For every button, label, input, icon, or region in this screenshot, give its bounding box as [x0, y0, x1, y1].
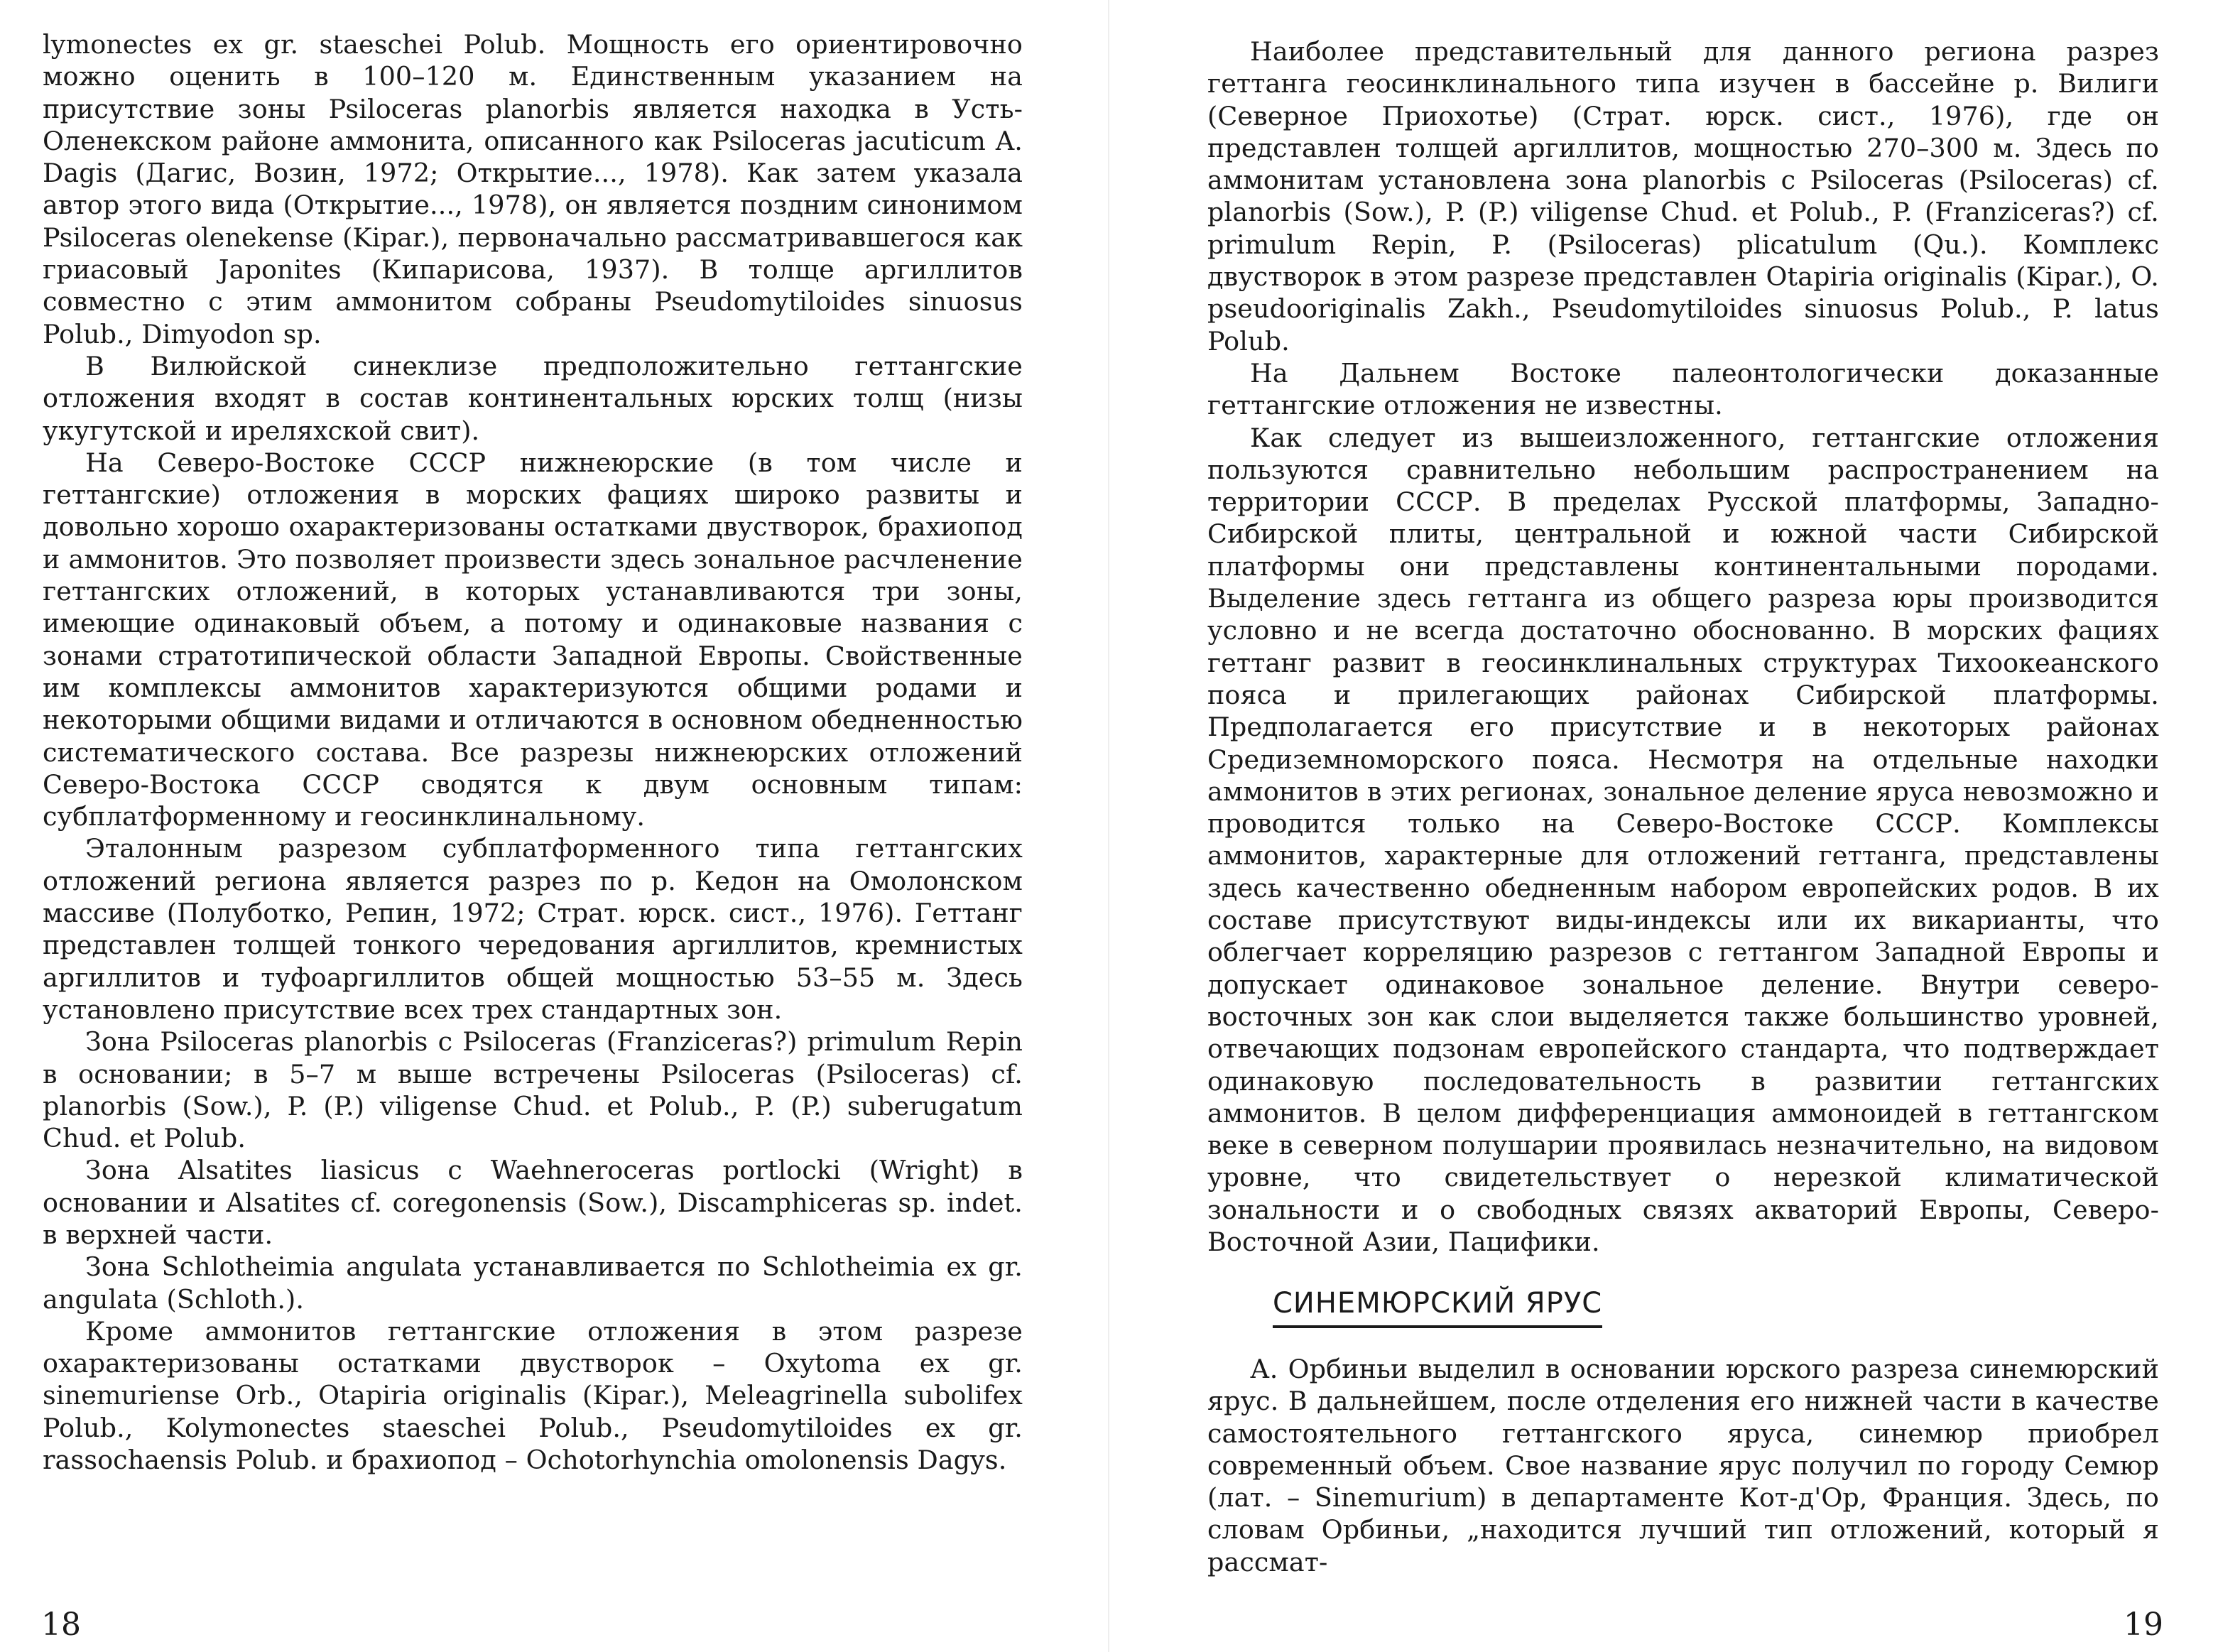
paragraph: Зона Alsatites liasicus с Waehneroceras portlocki (Wright) в основании и Alsatites cf. coregonensis (Sow.), Discamphiceras sp. indet. в верхней части. [43, 1155, 1023, 1250]
page-number-left: 18 [41, 1607, 81, 1643]
paragraph: Зона Psiloceras planorbis с Psiloceras (Franziceras?) primulum Repin в основании; в 5–7 м выше встречены Psiloceras (Psiloceras) cf. planorbis (Sow.), P. (P.) viligense Chud. et Polub., P. (P.) suberugatum Chud. et Polub. [43, 1026, 1023, 1154]
left-text-column [43, 28, 1023, 1476]
paragraph: lymonectes ex gr. staeschei Polub. Мощность его ориентировочно можно оценить в 100–120 м. Единственным указанием на присутствие зоны Psiloceras planorbis является находка в Усть-Оленекском районе аммонита, описанного как Psiloceras jacuticum A. Dagis (Дагис, Возин, 1972; Открытие..., 1978). Как затем указала автор этого вида (Открытие..., 1978), он является поздним синонимом Psiloceras olenekense (Kipar.), первоначально рассматривавшегося как гриасовый Japonites (Кипарисова, 1937). В толще аргиллитов совместно с этим аммонитом собраны Pseudomytiloides sinuosus Polub., Dimyodon sp. [43, 29, 1023, 349]
right-page [1109, 0, 2218, 1652]
page-number-right: 19 [2124, 1607, 2163, 1643]
right-text-column [1207, 36, 2159, 1258]
paragraph: На Северо-Востоке СССР нижнеюрские (в том числе и геттангские) отложения в морских фациях широко развиты и довольно хорошо охарактеризованы остатками двустворок, брахиопод и аммонитов. Это позволяет произвести здесь зональное расчленение геттангских отложений, в которых устанавливаются три зоны, имеющие одинаковый объем, а потому и одинаковые названия с зонами стратотипической области Западной Европы. Свойственные им комплексы аммонитов характеризуются общими родами и некоторыми общими видами и отличаются в основном обедненностью систематического состава. Все разрезы нижнеюрских отложений Северо-Востока СССР сводятся к двум основным типам: субплатформенному и геосинклинальному. [43, 447, 1023, 832]
paragraph: Эталонным разрезом субплатформенного типа геттангских отложений региона является разрез по р. Кедон на Омолонском массиве (Полуботко, Репин, 1972; Страт. юрск. сист., 1976). Геттанг представлен толщей тонкого чередования аргиллитов, кремнистых аргиллитов и туфоаргиллитов общей мощностью 53–55 м. Здесь установлено присутствие всех трех стандартных зон. [43, 833, 1023, 1025]
paragraph: Наиболее представительный для данного региона разрез геттанга геосинклинального типа изучен в бассейне р. Вилиги (Северное Приохотье) (Страт. юрск. сист., 1976), где он представлен толщей аргиллитов, мощностью 270–300 м. Здесь по аммонитам установлена зона planorbis с Psiloceras (Psiloceras) cf. planorbis (Sow.), P. (P.) viligense Chud. et Polub., P. (Franziceras?) cf. primulum Repin, P. (Psiloceras) plicatulum (Qu.). Комплекс двустворок в этом разрезе представлен Otapiria originalis (Kipar.), O. pseudooriginalis Zakh., Pseudomytiloides sinuosus Polub., P. latus Polub. [1207, 36, 2159, 357]
paragraph: Зона Schlotheimia angulata устанавливается по Schlotheimia ex gr. angulata (Schloth.). [43, 1251, 1023, 1315]
section-heading: СИНЕМЮРСКИЙ ЯРУС [1273, 1287, 1602, 1328]
paragraph: В Вилюйской синеклизе предположительно геттангские отложения входят в состав континентальных юрских толщ (низы укугутской и иреляхской свит). [43, 350, 1023, 446]
section-text-column [1207, 1353, 2159, 1578]
paragraph: Как следует из вышеизложенного, геттангские отложения пользуются сравнительно небольшим распространением на территории СССР. В пределах Русской платформы, Западно-Сибирской плиты, центральной и южной части Сибирской платформы они представлены континентальными породами. Выделение здесь геттанга из общего разреза юры производится условно и не всегда достаточно обоснованно. В морских фациях геттанг развит в геосинклинальных структурах Тихоокеанского пояса и прилегающих районах Сибирской платформы. Предполагается его присутствие и в некоторых районах Средиземноморского пояса. Несмотря на отдельные находки аммонитов в этих регионах, зональное деление яруса невозможно и проводится только на Северо-Востоке СССР. Комплексы аммонитов, характерные для отложений геттанга, представлены здесь качественно обедненным набором европейских родов. В их составе присутствуют виды-индексы или их викарианты, что облегчает корреляцию разрезов с геттангом Западной Европы и допускает одинаковое зональное деление. Внутри северо-восточных зон как слои выделяется также большинство уровней, отвечающих подзонам европейского стандарта, что подтверждает одинаковую последовательность в развитии геттангских аммонитов. В целом дифференциация аммоноидей в геттангском веке в северном полушарии проявилась незначительно, на видовом уровне, что свидетельствует о нерезкой климатической зональности и о свободных связях акваторий Европы, Северо-Восточной Азии, Пацифики. [1207, 422, 2159, 1257]
paragraph: На Дальнем Востоке палеонтологически доказанные геттангские отложения не известны. [1207, 357, 2159, 421]
paragraph: Кроме аммонитов геттангские отложения в этом разрезе охарактеризованы остатками двустворок – Oxytoma ex gr. sinemuriense Orb., Otapiria originalis (Kipar.), Meleagrinella subolifex Polub., Kolymonectes staeschei Polub., Pseudomytiloides ex gr. rassochaensis Polub. и брахиопод – Ochotorhynchia omolonensis Dagys. [43, 1315, 1023, 1476]
paragraph: А. Орбиньи выделил в основании юрского разреза синемюрский ярус. В дальнейшем, после отделения его нижней части в качестве самостоятельного геттангского яруса, синемюр приобрел современный объем. Свое название ярус получил по городу Семюр (лат. – Sinemurium) в департаменте Кот-д'Ор, Франция. Здесь, по словам Орбиньи, „находится лучший тип отложений, который я рассмат- [1207, 1354, 2159, 1577]
